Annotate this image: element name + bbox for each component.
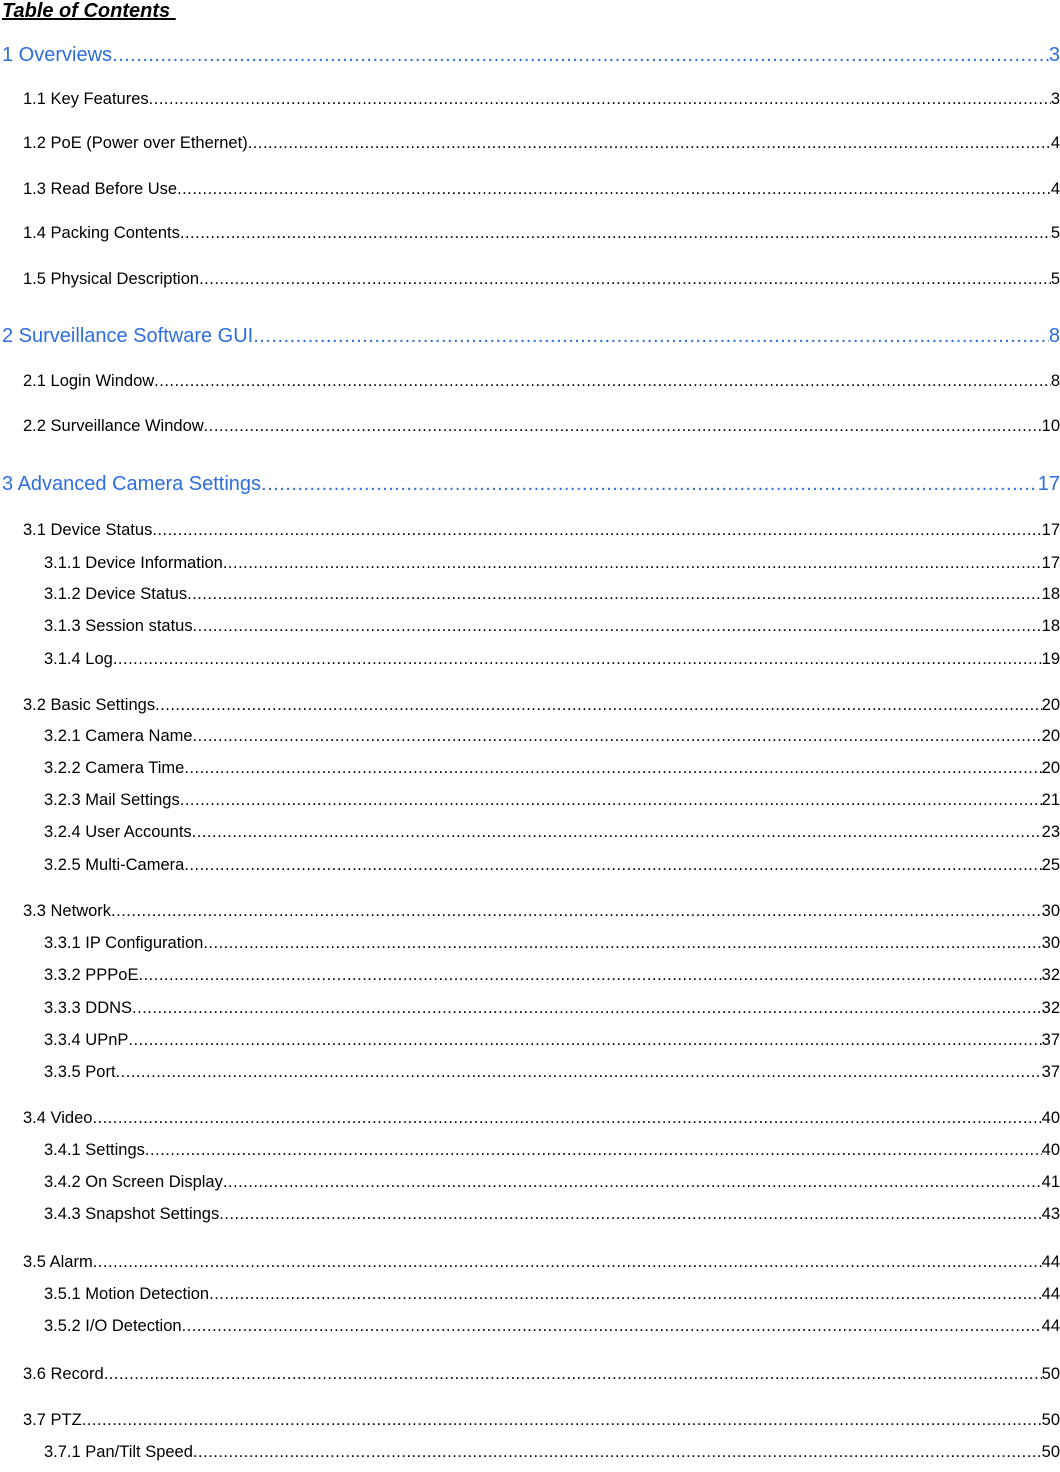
toc-entry-label: 3.2.4 User Accounts xyxy=(44,823,192,841)
toc-entry-label: 3 Advanced Camera Settings xyxy=(2,473,262,495)
toc-entry-page: 8 xyxy=(1050,372,1060,390)
toc-entry-label: 3.4 Video xyxy=(23,1109,93,1127)
dot-leader xyxy=(193,725,1042,747)
toc-entry[interactable] xyxy=(2,42,1060,68)
dot-leader xyxy=(209,1283,1042,1305)
dot-leader xyxy=(180,789,1042,811)
toc-entry-label: 1.2 PoE (Power over Ethernet) xyxy=(23,134,248,152)
toc-entry[interactable] xyxy=(44,1315,1060,1337)
toc-entry-label: 3.2.2 Camera Time xyxy=(44,759,185,777)
toc-entry-label: 3.3.4 UPnP xyxy=(44,1031,129,1049)
dot-leader xyxy=(192,821,1042,843)
toc-entry-label: 3.1 Device Status xyxy=(23,521,153,539)
toc-entry-label: 3.5.2 I/O Detection xyxy=(44,1317,182,1335)
toc-entry-page: 17 xyxy=(1041,554,1060,572)
toc-entry-page: 44 xyxy=(1041,1253,1060,1271)
toc-entry-label: 1.5 Physical Description xyxy=(23,270,200,288)
toc-entry-label: 3.7.1 Pan/Tilt Speed xyxy=(44,1443,193,1461)
toc-entry[interactable] xyxy=(23,268,1060,290)
toc-entry-page: 32 xyxy=(1041,999,1060,1017)
dot-leader xyxy=(116,1061,1042,1083)
toc-entry[interactable] xyxy=(44,789,1060,811)
dot-leader xyxy=(219,1203,1041,1225)
dot-leader xyxy=(128,1029,1041,1051)
toc-entry-label: 3.7 PTZ xyxy=(23,1411,82,1429)
toc-entry[interactable] xyxy=(23,1107,1060,1129)
dot-leader xyxy=(248,132,1051,154)
dot-leader xyxy=(145,1139,1042,1161)
toc-entry-page: 5 xyxy=(1050,224,1060,242)
toc-entry[interactable] xyxy=(23,1363,1060,1385)
toc-entry[interactable] xyxy=(44,552,1060,574)
toc-entry[interactable] xyxy=(44,1283,1060,1305)
toc-entry-page: 30 xyxy=(1041,934,1060,952)
toc-entry[interactable] xyxy=(44,932,1060,954)
toc-entry-page: 23 xyxy=(1041,823,1060,841)
toc-entry-label: 1.1 Key Features xyxy=(23,90,149,108)
dot-leader xyxy=(112,42,1049,68)
toc-entry-page: 40 xyxy=(1041,1141,1060,1159)
toc-entry-page: 4 xyxy=(1050,134,1060,152)
toc-entry-page: 3 xyxy=(1048,44,1060,66)
toc-entry-label: 3.6 Record xyxy=(23,1365,104,1383)
toc-entry-page: 20 xyxy=(1041,727,1060,745)
toc-entry[interactable] xyxy=(44,1171,1060,1193)
toc-entry-page: 17 xyxy=(1041,521,1060,539)
dot-leader xyxy=(177,178,1051,200)
toc-entry[interactable] xyxy=(23,1409,1060,1431)
toc-entry-label: 3.3 Network xyxy=(23,902,112,920)
toc-entry[interactable] xyxy=(23,132,1060,154)
dot-leader xyxy=(152,519,1041,541)
dot-leader xyxy=(187,583,1042,605)
toc-entry[interactable] xyxy=(44,997,1060,1019)
dot-leader xyxy=(93,1251,1042,1273)
toc-entry-page: 21 xyxy=(1041,791,1060,809)
dot-leader xyxy=(111,900,1042,922)
dot-leader xyxy=(92,1107,1041,1129)
toc-entry-page: 37 xyxy=(1041,1031,1060,1049)
toc-entry-label: 3.1.4 Log xyxy=(44,650,113,668)
toc-entry-label: 3.1.2 Device Status xyxy=(44,585,188,603)
dot-leader xyxy=(184,757,1041,779)
dot-leader xyxy=(138,964,1041,986)
toc-entry[interactable] xyxy=(23,900,1060,922)
toc-entry[interactable] xyxy=(23,1251,1060,1273)
dot-leader xyxy=(182,1315,1042,1337)
toc-entry-page: 50 xyxy=(1041,1443,1060,1461)
toc-entry-page: 20 xyxy=(1041,759,1060,777)
toc-entry[interactable] xyxy=(44,964,1060,986)
toc-entry[interactable] xyxy=(2,471,1060,497)
toc-entry-page: 44 xyxy=(1041,1285,1060,1303)
dot-leader xyxy=(184,854,1041,876)
toc-entry[interactable] xyxy=(23,415,1060,437)
toc-entry-label: 3.1.1 Device Information xyxy=(44,554,223,572)
toc-entry-page: 3 xyxy=(1050,90,1060,108)
toc-entry[interactable] xyxy=(23,519,1060,541)
dot-leader xyxy=(193,1441,1042,1463)
toc-entry-label: 3.2.3 Mail Settings xyxy=(44,791,180,809)
dot-leader xyxy=(199,268,1051,290)
dot-leader xyxy=(261,471,1038,497)
toc-entry[interactable] xyxy=(23,222,1060,244)
toc-entry-page: 50 xyxy=(1041,1411,1060,1429)
toc-entry-label: 3.4.3 Snapshot Settings xyxy=(44,1205,220,1223)
dot-leader xyxy=(223,552,1042,574)
toc-entry[interactable] xyxy=(44,583,1060,605)
toc-entry-page: 4 xyxy=(1050,180,1060,198)
toc-entry-page: 19 xyxy=(1041,650,1060,668)
toc-entry-label: 2 Surveillance Software GUI xyxy=(2,325,254,347)
dot-leader xyxy=(82,1409,1042,1431)
toc-entry-page: 18 xyxy=(1041,617,1060,635)
toc-entry[interactable] xyxy=(44,1061,1060,1083)
toc-entry[interactable] xyxy=(44,648,1060,670)
toc-entry[interactable] xyxy=(2,323,1060,349)
toc-entry-page: 32 xyxy=(1041,966,1060,984)
toc-entry[interactable] xyxy=(23,178,1060,200)
toc-entry[interactable] xyxy=(44,615,1060,637)
toc-entry[interactable] xyxy=(44,757,1060,779)
toc-entry[interactable] xyxy=(23,88,1060,110)
toc-entry-label: 3.3.1 IP Configuration xyxy=(44,934,204,952)
toc-entry-label: 1.3 Read Before Use xyxy=(23,180,178,198)
toc-entry[interactable] xyxy=(44,1441,1060,1463)
toc-entry[interactable] xyxy=(23,694,1060,716)
dot-leader xyxy=(132,997,1042,1019)
toc-entry-page: 25 xyxy=(1041,856,1060,874)
toc-entry-page: 10 xyxy=(1041,417,1060,435)
dot-leader xyxy=(223,1171,1042,1193)
toc-entry[interactable] xyxy=(23,370,1060,392)
toc-entry-page: 30 xyxy=(1041,902,1060,920)
toc-entry-page: 20 xyxy=(1041,696,1060,714)
dot-leader xyxy=(149,88,1051,110)
toc-entry-label: 3.1.3 Session status xyxy=(44,617,193,635)
toc-entry-page: 8 xyxy=(1048,325,1060,347)
toc-entry-label: 3.5 Alarm xyxy=(23,1253,93,1271)
toc-entry[interactable] xyxy=(44,725,1060,747)
dot-leader xyxy=(204,415,1042,437)
toc-entry-page: 17 xyxy=(1037,473,1060,495)
toc-entry-label: 3.5.1 Motion Detection xyxy=(44,1285,210,1303)
toc-entry-label: 2.2 Surveillance Window xyxy=(23,417,204,435)
dot-leader xyxy=(154,370,1051,392)
dot-leader xyxy=(203,932,1041,954)
toc-entry[interactable] xyxy=(44,1203,1060,1225)
dot-leader xyxy=(180,222,1051,244)
toc-entry-label: 1 Overviews xyxy=(2,44,113,66)
toc-entry[interactable] xyxy=(44,821,1060,843)
toc-entry-label: 2.1 Login Window xyxy=(23,372,155,390)
dot-leader xyxy=(253,323,1049,349)
toc-entry-page: 44 xyxy=(1041,1317,1060,1335)
dot-leader xyxy=(155,694,1042,716)
toc-entry-label: 3.3.5 Port xyxy=(44,1063,116,1081)
toc-entry-label: 3.4.1 Settings xyxy=(44,1141,145,1159)
page-title: Table of Contents xyxy=(2,0,176,22)
toc-entry-page: 18 xyxy=(1041,585,1060,603)
toc-entry-page: 40 xyxy=(1041,1109,1060,1127)
toc-entry-page: 37 xyxy=(1041,1063,1060,1081)
toc-entry-label: 3.3.3 DDNS xyxy=(44,999,133,1017)
toc-entry-label: 3.2.5 Multi-Camera xyxy=(44,856,185,874)
toc-entry[interactable] xyxy=(44,1139,1060,1161)
toc-entry-label: 1.4 Packing Contents xyxy=(23,224,180,242)
toc-entry-page: 50 xyxy=(1041,1365,1060,1383)
toc-entry-label: 3.4.2 On Screen Display xyxy=(44,1173,223,1191)
toc-entry-page: 43 xyxy=(1041,1205,1060,1223)
toc-entry[interactable] xyxy=(44,854,1060,876)
toc-entry-label: 3.2 Basic Settings xyxy=(23,696,156,714)
toc-entry-page: 41 xyxy=(1041,1173,1060,1191)
dot-leader xyxy=(193,615,1042,637)
toc-entry-label: 3.2.1 Camera Name xyxy=(44,727,193,745)
toc-entry-page: 5 xyxy=(1050,270,1060,288)
toc-entry[interactable] xyxy=(44,1029,1060,1051)
dot-leader xyxy=(113,648,1042,670)
toc-entry-label: 3.3.2 PPPoE xyxy=(44,966,139,984)
dot-leader xyxy=(104,1363,1042,1385)
